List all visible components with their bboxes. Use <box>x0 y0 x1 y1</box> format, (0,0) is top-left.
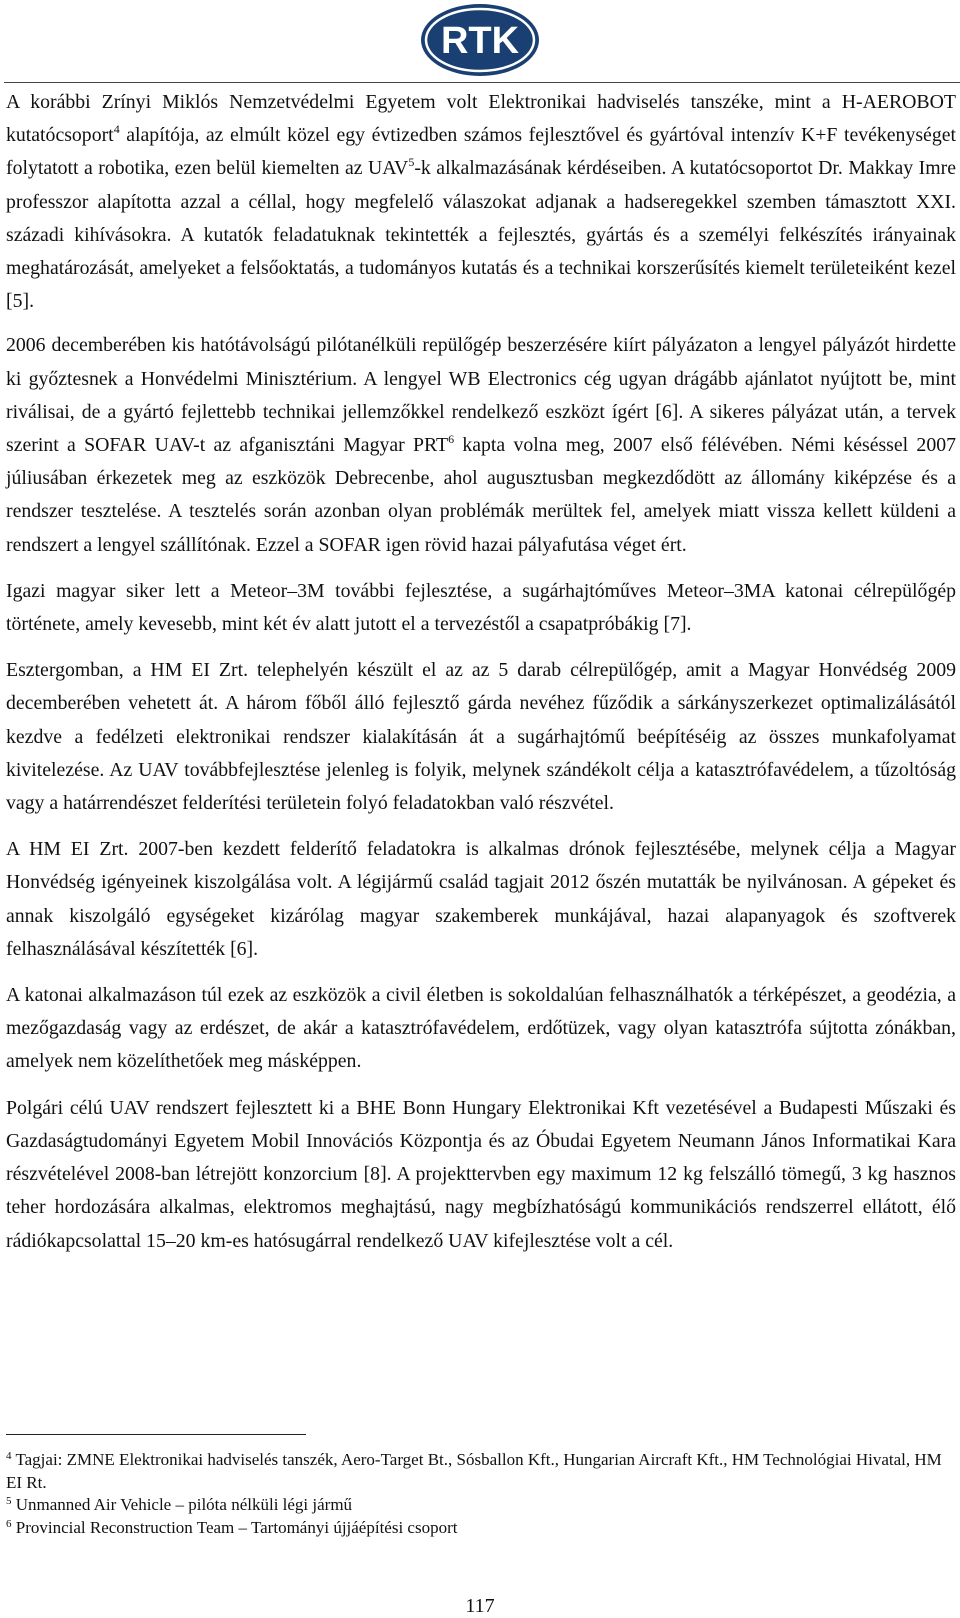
paragraph-4: Esztergomban, a HM EI Zrt. telephelyén készült el az az 5 darab célrepülőgép, amit a Magyar Honvédség 2009 decemberében vehetett át. A három főből álló fejlesztő gárda nevéhez fűződik a sárkányszerkezet optimalizálásától kezdve a fedélzeti elektronikai rendszer kialakításán át a sugárhajtómű beépítéséig az összes munkafolyamat kivitelezése. Az UAV továbbfejlesztése jelenleg is folyik, melynek szándékolt célja a katasztrófavédelem, a tűzoltóság vagy a határrendészet felderítési területein folyó feladatokban való részvétel. <box>6 659 956 815</box>
paragraph-5: A HM EI Zrt. 2007-ben kezdett felderítő feladatokra is alkalmas drónok fejlesztésébe, melynek célja a Magyar Honvédség igényeinek kiszolgálása volt. A légijármű család tagjait 2012 őszén mutatták be nyilvánosan. A gépeket és annak kiszolgáló egységeket kizárólag magyar szakemberek munkájával, hazai alapanyagok és szoftverek felhasználásával készítették [6]. <box>6 838 956 960</box>
footnote-number: 6 <box>6 1517 12 1530</box>
footnote-6 <box>6 1517 950 1540</box>
logo-text: RTK <box>440 20 520 62</box>
paragraph-2 <box>6 329 956 561</box>
paragraph-text: kapta volna meg, 2007 első félévében. Némi késéssel 2007 júliusában érkezetek meg az eszközök Debrecenbe, ahol augusztusban megkezdődött az állomány kiképzése és a rendszer tesztelése. A tesztelés során azonban olyan problémák merültek fel, amelyek miatt vissza kellett küldeni a rendszert a lengyel szállítónak. Ezzel a SOFAR igen rövid hazai pályafutása véget ért. <box>6 434 956 556</box>
paragraph-text: 2006 decemberében kis hatótávolságú pilótanélküli repülőgép beszerzésére kiírt pályázaton a lengyel pályázót hirdette ki győztesnek a Honvédelmi Minisztérium. A lengyel WB Electronics cég ugyan drágább ajánlatot nyújtott be, mint riválisai, de a gyártó fejlettebb technikai jellemzőkkel rendelkező eszközt ígért [6]. A sikeres pályázat után, a tervek szerint a SOFAR UAV-t az afganisztáni Magyar PRT <box>6 334 956 457</box>
footnote-4 <box>6 1449 950 1494</box>
header-rule <box>4 82 960 83</box>
footnote-text: Provincial Reconstruction Team – Tartományi újjáépítési csoport <box>11 1517 458 1537</box>
footnote-ref-5[interactable]: 5 <box>408 155 415 170</box>
paragraph-6: A katonai alkalmazáson túl ezek az eszközök a civil életben is sokoldalúan felhasználhatók a térképészet, a geodézia, a mezőgazdaság vagy az erdészet, de akár a katasztrófavédelem, erdőtüzek, vagy olyan katasztrófa sújtotta zónákban, amelyek nem közelíthetőek meg másképpen. <box>6 984 956 1073</box>
footnote-5 <box>6 1494 950 1517</box>
page-number: 117 <box>465 1595 495 1617</box>
paragraph-7: Polgári célú UAV rendszert fejlesztett ki a BHE Bonn Hungary Elektronikai Kft vezetésével a Budapesti Műszaki és Gazdaságtudományi Egyetem Mobil Innovációs Központja és az Óbudai Egyetem Neumann János Informatikai Kara részvételével 2008-ban létrejött konzorcium [8]. A projekttervben egy maximum 12 kg felszálló tömegű, 3 kg hasznos teher hordozására alkalmas, elektromos meghajtású, nagy megbízhatóságú kommunikációs rendszerrel ellátott, élő rádiókapcsolattal 15–20 km-es hatósugárral rendelkező UAV kifejlesztése volt a cél. <box>6 1096 956 1252</box>
paragraph-text: A korábbi Zrínyi Miklós Nemzetvédelmi Egyetem volt Elektronikai hadviselés tanszéke, mint a H-AEROBOT kutatócsoport <box>6 91 956 147</box>
paragraph-1 <box>6 86 956 318</box>
main-text <box>6 86 956 1271</box>
footnotes <box>6 1449 950 1539</box>
paragraph-text: alapítója, az elmúlt közel egy évtizedben számos fejlesztővel és gyártóval intenzív K+F tevékenységet folytatott a robotika, ezen belül kiemelten az UAV <box>6 124 956 180</box>
header-logo-wrap <box>0 2 960 78</box>
paragraph-3: Igazi magyar siker lett a Meteor–3M további fejlesztése, a sugárhajtóműves Meteor–3MA katonai célrepülőgép története, amely kevesebb, mint két év alatt jutott el a tervezéstől a csapatpróbákig [7]. <box>6 579 956 636</box>
footnote-number: 5 <box>6 1495 12 1507</box>
footnote-separator <box>6 1434 306 1435</box>
footnote-text: Tagjai: ZMNE Elektronikai hadviselés tanszék, Aero-Target Bt., Sósballon Kft., Hungarian Aircraft Kft., HM Technológiai Hivatal, HM EI Rt. <box>6 1450 942 1492</box>
rtk-logo-icon <box>419 2 541 78</box>
footnote-ref-4[interactable]: 4 <box>113 122 120 137</box>
paragraph-text: -k alkalmazásának kérdéseiben. A kutatócsoportot Dr. Makkay Imre professzor alapította azzal a céllal, hogy megfelelő válaszokat adjanak a hadseregekkel szemben támasztott XXI. századi kihívásokra. A kutatók feladatuknak tekintették a fejlesztés, gyártás és a személyi felkészítés irányainak meghatározását, amelyeket a felsőoktatás, a tudományos kutatás és a technikai korszerűsítés kiemelt területeiként kezel [5]. <box>6 157 956 313</box>
footnote-ref-6[interactable]: 6 <box>448 432 455 447</box>
footnote-text: Unmanned Air Vehicle – pilóta nélküli légi jármű <box>11 1495 353 1514</box>
footnote-number: 4 <box>6 1450 12 1462</box>
